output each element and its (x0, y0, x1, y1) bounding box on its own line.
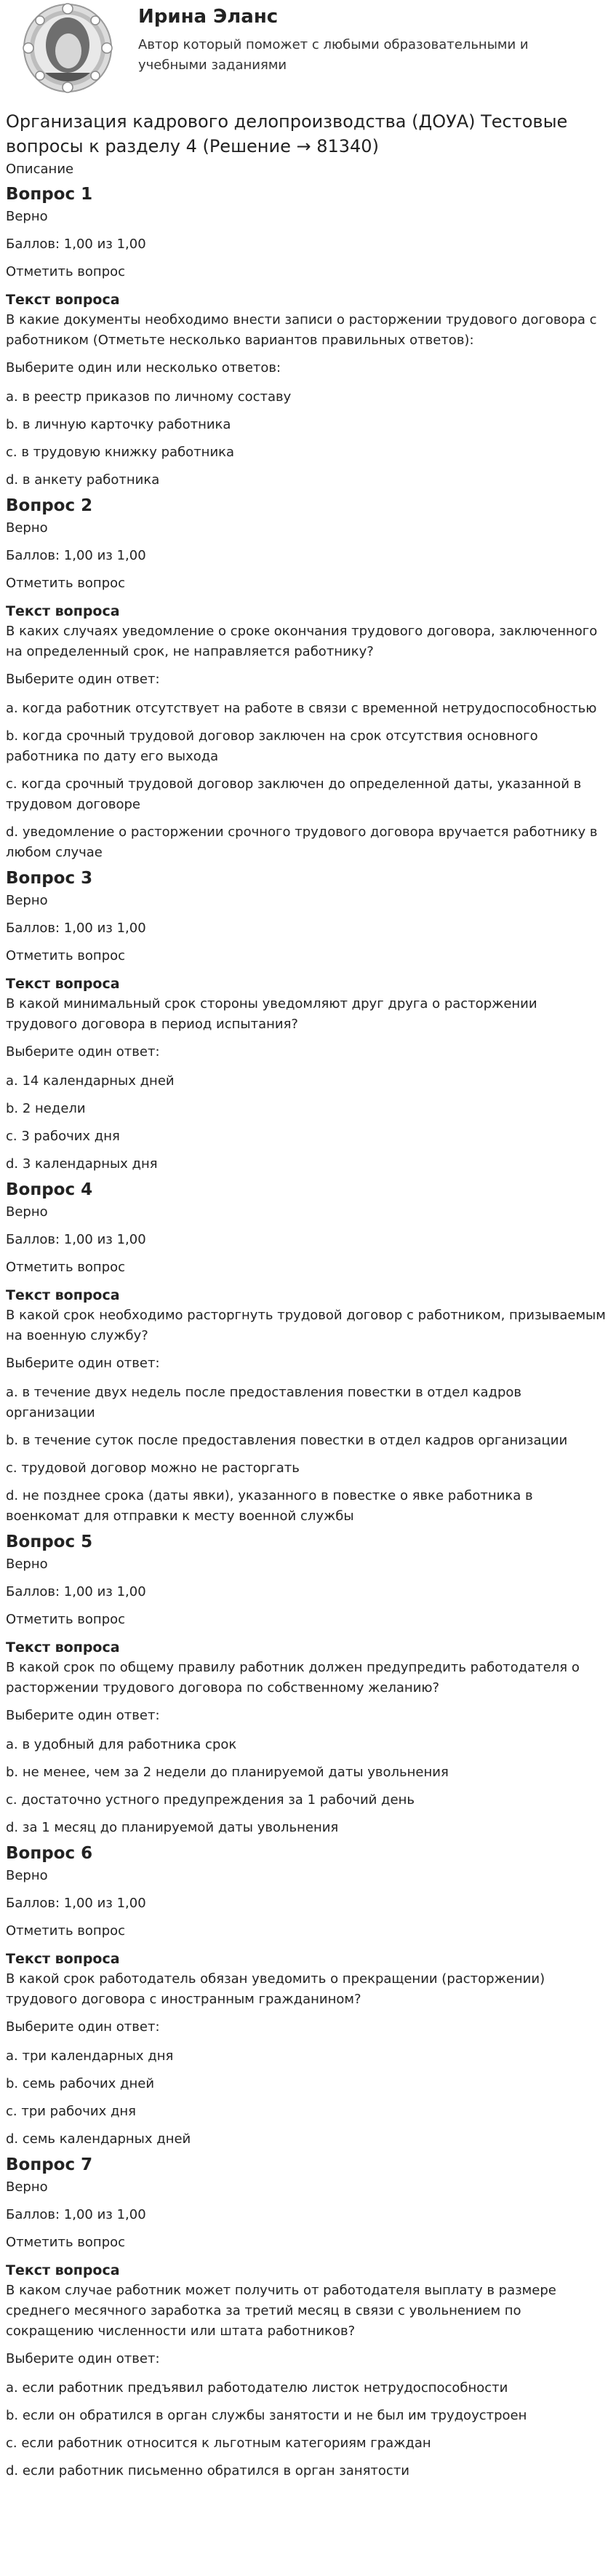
page-title: Организация кадрового делопроизводства (ДОУА) Тестовые вопросы к разделу 4 (Решение → 81340) (6, 111, 568, 156)
answer-option[interactable]: d. если работник письменно обратился в орган занятости (6, 2463, 410, 2478)
question-status: Верно (6, 1204, 48, 1220)
question-status: Верно (6, 209, 48, 224)
question-text: В каких случаях уведомление о сроке окончания трудового договора, заключенного на определенный срок, не направляется работнику? (6, 624, 598, 659)
question-block (6, 1531, 610, 1838)
answer-option[interactable]: a. если работник предъявил работодателю листок нетрудоспособности (6, 2380, 508, 2396)
answer-option[interactable]: b. в течение суток после предоставления повестки в отдел кадров организации (6, 1433, 568, 1448)
answer-option[interactable]: a. в реестр приказов по личному составу (6, 389, 292, 405)
question-block (6, 2154, 610, 2481)
question-text-heading: Текст вопроса (6, 603, 120, 619)
answer-prompt: Выберите один ответ: (6, 1708, 160, 1723)
question-text-heading: Текст вопроса (6, 1287, 120, 1303)
question-text: В какой срок необходимо расторгнуть трудовой договор с работником, призываемым на военную службу? (6, 1308, 606, 1343)
answer-prompt: Выберите один ответ: (6, 672, 160, 687)
answer-options (6, 699, 610, 863)
question-text-heading: Текст вопроса (6, 1951, 120, 1967)
question-score: Баллов: 1,00 из 1,00 (6, 1232, 146, 1247)
question-score: Баллов: 1,00 из 1,00 (6, 548, 146, 563)
answer-prompt: Выберите один ответ: (6, 1044, 160, 1060)
answer-option[interactable]: d. 3 календарных дня (6, 1156, 158, 1172)
answer-option[interactable]: b. не менее, чем за 2 недели до планируемой даты увольнения (6, 1765, 449, 1780)
answer-option[interactable]: c. трудовой договор можно не расторгать (6, 1460, 300, 1476)
question-text-heading: Текст вопроса (6, 2262, 120, 2278)
question-text: В какой срок работодатель обязан уведомить о прекращении (расторжении) трудового договора с иностранным гражданином? (6, 1971, 545, 2007)
answer-option[interactable]: d. в анкету работника (6, 472, 160, 488)
question-block (6, 867, 610, 1174)
answer-option[interactable]: c. 3 рабочих дня (6, 1129, 120, 1144)
author-description: Автор который поможет с любыми образовательными и учебными заданиями (138, 37, 529, 73)
answer-options (6, 1383, 610, 1527)
question-title: Вопрос 3 (6, 869, 93, 888)
question-score: Баллов: 1,00 из 1,00 (6, 921, 146, 936)
answer-option[interactable]: d. не позднее срока (даты явки), указанного в повестке о явке работника в военкомат для отправки к месту военной службы (6, 1488, 533, 1524)
question-text-heading: Текст вопроса (6, 292, 120, 308)
answer-prompt: Выберите один или несколько ответов: (6, 360, 281, 375)
question-score: Баллов: 1,00 из 1,00 (6, 1896, 146, 1911)
avatar (13, 3, 122, 95)
description-label: Описание (6, 162, 74, 177)
question-score: Баллов: 1,00 из 1,00 (6, 236, 146, 252)
answer-option[interactable]: d. за 1 месяц до планируемой даты увольнения (6, 1820, 339, 1835)
answer-option[interactable]: a. когда работник отсутствует на работе в связи с временной нетрудоспособностью (6, 701, 597, 716)
answer-options (6, 387, 610, 490)
question-block (6, 183, 610, 490)
author-header (6, 0, 610, 102)
flag-question-link[interactable]: Отметить вопрос (6, 2235, 126, 2250)
question-status: Верно (6, 2179, 48, 2195)
answer-options (6, 2378, 610, 2481)
question-text: В какой срок по общему правилу работник должен предупредить работодателя о расторжении трудового договора по собственному желанию? (6, 1660, 580, 1696)
question-text: В какие документы необходимо внести записи о расторжении трудового договора с работником (Отметьте несколько вариантов правильных ответов): (6, 312, 597, 348)
answer-option[interactable]: c. если работник относится к льготным категориям граждан (6, 2436, 431, 2451)
answer-prompt: Выберите один ответ: (6, 1356, 160, 1371)
question-block (6, 1179, 610, 1527)
question-title: Вопрос 1 (6, 185, 93, 204)
question-title: Вопрос 7 (6, 2155, 93, 2174)
question-block (6, 1842, 610, 2150)
question-text: В какой минимальный срок стороны уведомляют друг друга о расторжении трудового договора в период испытания? (6, 996, 537, 1032)
answer-option[interactable]: b. если он обратился в орган службы занятости и не был им трудоустроен (6, 2408, 527, 2423)
answer-option[interactable]: d. семь календарных дней (6, 2131, 191, 2147)
question-status: Верно (6, 1557, 48, 1572)
answer-option[interactable]: b. в личную карточку работника (6, 417, 231, 432)
question-title: Вопрос 6 (6, 1844, 93, 1863)
answer-option[interactable]: b. семь рабочих дней (6, 2076, 155, 2091)
question-block (6, 495, 610, 863)
answer-option[interactable]: c. когда срочный трудовой договор заключен до определенной даты, указанной в трудовом договоре (6, 776, 582, 812)
answer-prompt: Выберите один ответ: (6, 2019, 160, 2035)
answer-option[interactable]: c. достаточно устного предупреждения за 1 рабочий день (6, 1792, 415, 1808)
answer-option[interactable]: b. 2 недели (6, 1101, 86, 1116)
question-title: Вопрос 2 (6, 496, 93, 515)
answer-option[interactable]: a. в удобный для работника срок (6, 1737, 237, 1752)
answer-options (6, 1071, 610, 1174)
flag-question-link[interactable]: Отметить вопрос (6, 948, 126, 963)
answer-options (6, 1735, 610, 1838)
flag-question-link[interactable]: Отметить вопрос (6, 576, 126, 591)
question-text-heading: Текст вопроса (6, 1639, 120, 1655)
question-status: Верно (6, 1868, 48, 1883)
question-status: Верно (6, 520, 48, 536)
flag-question-link[interactable]: Отметить вопрос (6, 1923, 126, 1939)
answer-prompt: Выберите один ответ: (6, 2351, 160, 2366)
flag-question-link[interactable]: Отметить вопрос (6, 264, 126, 279)
question-score: Баллов: 1,00 из 1,00 (6, 2207, 146, 2222)
question-text-heading: Текст вопроса (6, 976, 120, 992)
answer-options (6, 2046, 610, 2150)
question-score: Баллов: 1,00 из 1,00 (6, 1584, 146, 1599)
answer-option[interactable]: b. когда срочный трудовой договор заключен на срок отсутствия основного работника по дату его выхода (6, 728, 538, 764)
answer-option[interactable]: a. 14 календарных дней (6, 1073, 175, 1089)
question-text: В каком случае работник может получить от работодателя выплату в размере среднего месячного заработка за третий месяц в связи с увольнением по сокращению численности или штата работников? (6, 2283, 556, 2339)
answer-option[interactable]: c. три рабочих дня (6, 2104, 136, 2119)
flag-question-link[interactable]: Отметить вопрос (6, 1612, 126, 1627)
portrait-photo-icon (13, 3, 122, 95)
question-status: Верно (6, 893, 48, 908)
answer-option[interactable]: c. в трудовую книжку работника (6, 445, 235, 460)
question-title: Вопрос 5 (6, 1533, 93, 1551)
answer-option[interactable]: a. три календарных дня (6, 2048, 174, 2064)
question-title: Вопрос 4 (6, 1180, 93, 1199)
flag-question-link[interactable]: Отметить вопрос (6, 1260, 126, 1275)
answer-option[interactable]: d. уведомление о расторжении срочного трудового договора вручается работнику в любом случае (6, 824, 598, 860)
author-name: Ирина Эланс (138, 6, 279, 28)
questions-list (6, 183, 610, 2481)
answer-option[interactable]: a. в течение двух недель после предоставления повестки в отдел кадров организации (6, 1385, 522, 1420)
